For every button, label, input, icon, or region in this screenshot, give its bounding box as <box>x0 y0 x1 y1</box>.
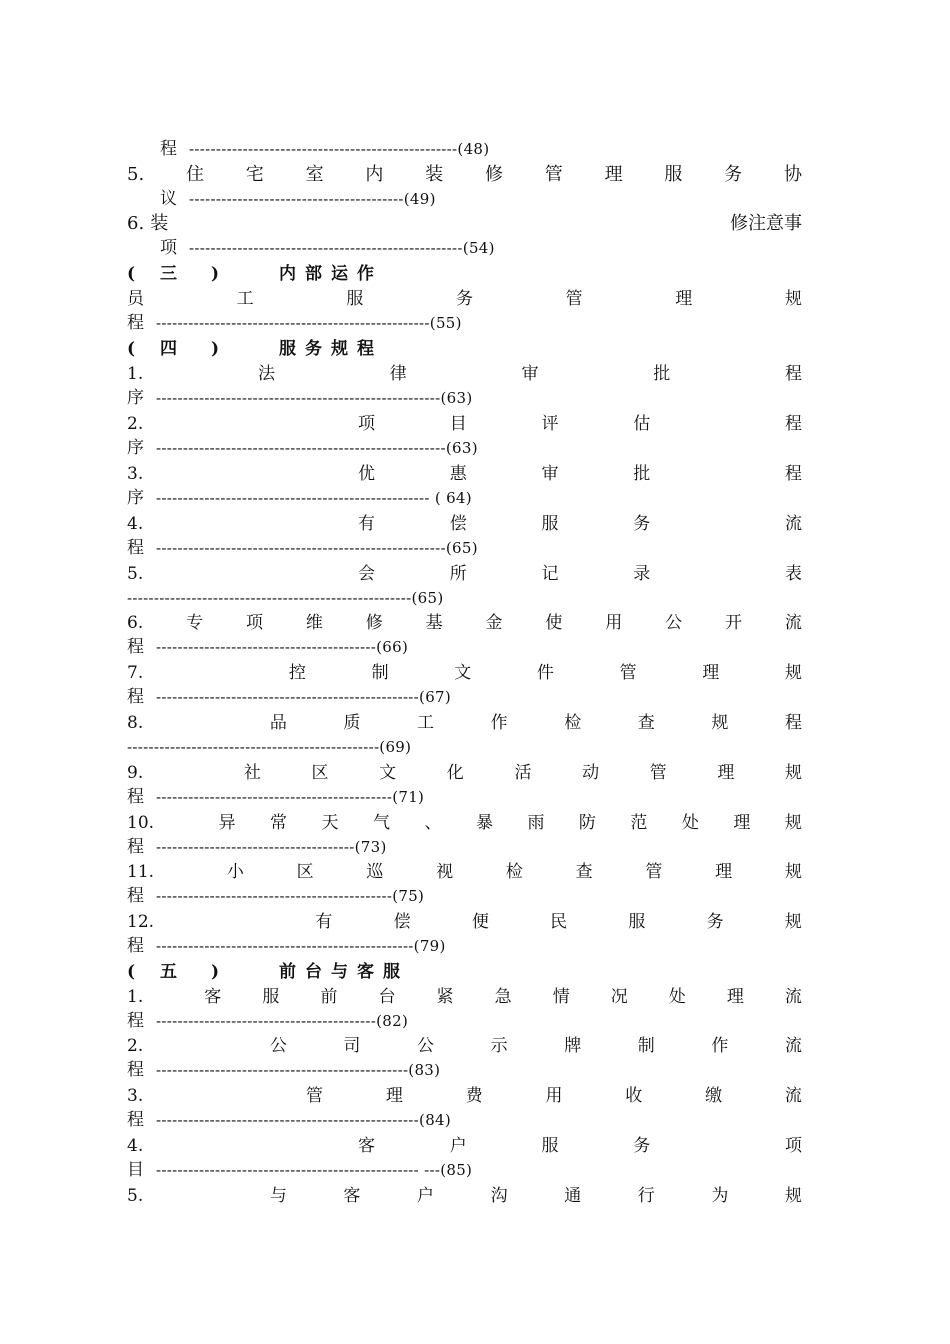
page-leader: -----------------------------------------------(69) <box>127 738 412 756</box>
toc-entry-leader-line <box>127 786 424 808</box>
entry-suffix: 序 <box>127 388 144 408</box>
toc-entry-title: 2. 项 目 评 估 程 <box>127 414 802 434</box>
entry-suffix: 程 <box>127 637 144 657</box>
entry-suffix: 目 <box>127 1160 144 1180</box>
toc-entry-title: 5. 会 所 记 录 表 <box>127 564 802 584</box>
toc-entry-leader-line <box>127 935 446 957</box>
toc-entry-leader-line <box>127 885 424 907</box>
page-leader: -------------------------------------------------(67) <box>156 688 452 706</box>
toc-entry-title: 4. 有 偿 服 务 流 <box>127 514 802 534</box>
page-leader: -------------------------------------------------(84) <box>156 1111 452 1129</box>
entry-suffix: 程 <box>127 1110 144 1130</box>
page-leader: --------------------------------------------(75) <box>156 887 425 905</box>
page-leader: -----------------------------------------------------(63) <box>156 389 473 407</box>
entry-suffix: 程 <box>127 687 144 707</box>
toc-entry-title: 6. 装 修 注 意 事 <box>127 213 802 234</box>
entry-suffix: 程 <box>127 837 144 857</box>
page-leader: -----------------------------------------------------(65) <box>127 589 444 607</box>
toc-entry-leader-line <box>127 636 408 658</box>
toc-entry-leader-line <box>160 188 436 210</box>
toc-entry-leader-line <box>127 387 473 409</box>
page-leader: -----------------------------------------(82) <box>156 1012 409 1030</box>
toc-entry-leader-line <box>127 1010 408 1032</box>
entry-suffix: 议 <box>160 189 177 209</box>
toc-entry-leader-line <box>127 312 462 334</box>
toc-entry-leader-line <box>127 686 451 708</box>
toc-entry-title: 3. 优 惠 审 批 程 <box>127 464 802 484</box>
page-leader: ------------------------------------------------------(65) <box>156 539 478 557</box>
page-leader: ------------------------------------------------- ---(85) <box>156 1161 473 1179</box>
page-leader: ------------------------------------------------(79) <box>156 937 446 955</box>
entry-suffix: 序 <box>127 438 144 458</box>
entry-suffix: 程 <box>160 139 177 159</box>
entry-suffix: 程 <box>127 1060 144 1080</box>
toc-entry-title: 5. 与 客 户 沟 通 行 为 规 <box>127 1186 802 1206</box>
toc-entry-leader-line <box>160 237 495 259</box>
toc-entry-title: 11. 小 区 巡 视 检 查 管 理 规 <box>127 862 802 882</box>
toc-entry-title: 6. 专 项 维 修 基 金 使 用 公 开 流 <box>127 613 802 633</box>
toc-entry-title: 4. 客 户 服 务 项 <box>127 1136 802 1156</box>
entry-suffix: 程 <box>127 787 144 807</box>
entry-suffix: 序 <box>127 488 144 508</box>
toc-entry-title: 1. 客 服 前 台 紧 急 情 况 处 理 流 <box>127 987 802 1007</box>
entry-suffix: 项 <box>160 238 177 258</box>
entry-suffix: 程 <box>127 936 144 956</box>
entry-suffix: 程 <box>127 1011 144 1031</box>
table-of-contents: 程 --------------------------------------------------(48) 5. 住 宅 室 内 装 修 管 理 服 务 协 议 ----------------------------------------(49) 6. 装 修 注 意 事 项 ---------------------------------------------------(54) ( 三 ) 内部运作 员 工 服 务 管 理 规 程 ---------------------------------------------------(55) ( 四 ) 服务规程 1. 法 律 审 批 程 序 -----------------------------------------------------(63) 2. 项 目 评 估 程 序 ------------------------------------------------------(63) 3. 优 惠 审 批 程 序 --------------------------------------------------- ( 64) 4. 有 偿 服 务 流 程 ------------------------------------------------------(65) 5. 会 所 记 录 表 -----------------------------------------------------(65) 6. 专 项 维 修 基 金 使 用 公 开 流 程 -----------------------------------------(66) 7. 控 制 文 件 管 理 规 程 -------------------------------------------------(67) 8. 品 质 工 作 检 查 规 程 -----------------------------------------------(69) 9. 社 区 文 化 活 动 管 理 规 程 --------------------------------------------(71) 10. 异 常 天 气 、 暴 雨 防 范 处 理 规 程 -------------------------------------(73) 11. 小 区 巡 视 检 查 管 理 规 程 --------------------------------------------(75) 12. 有 偿 便 民 服 务 规 程 ------------------------------------------------(79) ( 五 ) 前台与客服 1. 客 服 前 台 紧 急 情 况 处 理 流 程 -----------------------------------------(82) 2. 公 司 公 示 牌 制 作 流 程 -----------------------------------------------(83) 3. 管 理 费 用 收 缴 流 程 -------------------------------------------------(84) 4. 客 户 服 务 项 目 ------------------------------------------------- ---(85) 5. 与 客 户 沟 通 行 为 规 <box>127 139 802 1206</box>
page-leader: --------------------------------------------------(48) <box>189 140 490 158</box>
toc-entry-title: 8. 品 质 工 作 检 查 规 程 <box>127 713 802 733</box>
toc-entry-continuation <box>160 138 489 160</box>
entry-suffix: 程 <box>127 538 144 558</box>
page-leader: --------------------------------------------------- ( 64) <box>156 489 472 507</box>
page-leader: --------------------------------------------(71) <box>156 788 425 806</box>
toc-entry-leader-line <box>127 736 411 758</box>
page-leader: -----------------------------------------(66) <box>156 638 409 656</box>
toc-entry-title: 12. 有 偿 便 民 服 务 规 <box>127 912 802 932</box>
page-leader: ---------------------------------------------------(54) <box>189 239 495 257</box>
page-leader: ----------------------------------------(49) <box>189 190 436 208</box>
entry-suffix: 程 <box>127 886 144 906</box>
toc-entry-leader-line <box>127 1109 451 1131</box>
toc-entry-leader-line <box>127 487 472 509</box>
entry-suffix: 程 <box>127 313 144 333</box>
toc-entry-title: 员 工 服 务 管 理 规 <box>127 289 802 309</box>
toc-entry-title: 9. 社 区 文 化 活 动 管 理 规 <box>127 763 802 783</box>
toc-entry-leader-line <box>127 836 387 858</box>
page-leader: -------------------------------------(73) <box>156 838 387 856</box>
toc-entry-leader-line <box>127 537 478 559</box>
page-leader: ---------------------------------------------------(55) <box>156 314 462 332</box>
toc-entry-title: 1. 法 律 审 批 程 <box>127 364 802 384</box>
toc-entry-title: 2. 公 司 公 示 牌 制 作 流 <box>127 1036 802 1056</box>
toc-entry-leader-line <box>127 587 444 609</box>
page-leader: ------------------------------------------------------(63) <box>156 439 478 457</box>
toc-entry-leader-line <box>127 437 478 459</box>
page-leader: -----------------------------------------------(83) <box>156 1061 441 1079</box>
toc-entry-leader-line <box>127 1159 472 1181</box>
toc-entry-title: 7. 控 制 文 件 管 理 规 <box>127 663 802 683</box>
toc-entry-title: 5. 住 宅 室 内 装 修 管 理 服 务 协 <box>127 164 802 185</box>
toc-entry-title: 10. 异 常 天 气 、 暴 雨 防 范 处 理 规 <box>127 813 802 833</box>
toc-entry-title: 3. 管 理 费 用 收 缴 流 <box>127 1086 802 1106</box>
toc-entry-leader-line <box>127 1059 440 1081</box>
